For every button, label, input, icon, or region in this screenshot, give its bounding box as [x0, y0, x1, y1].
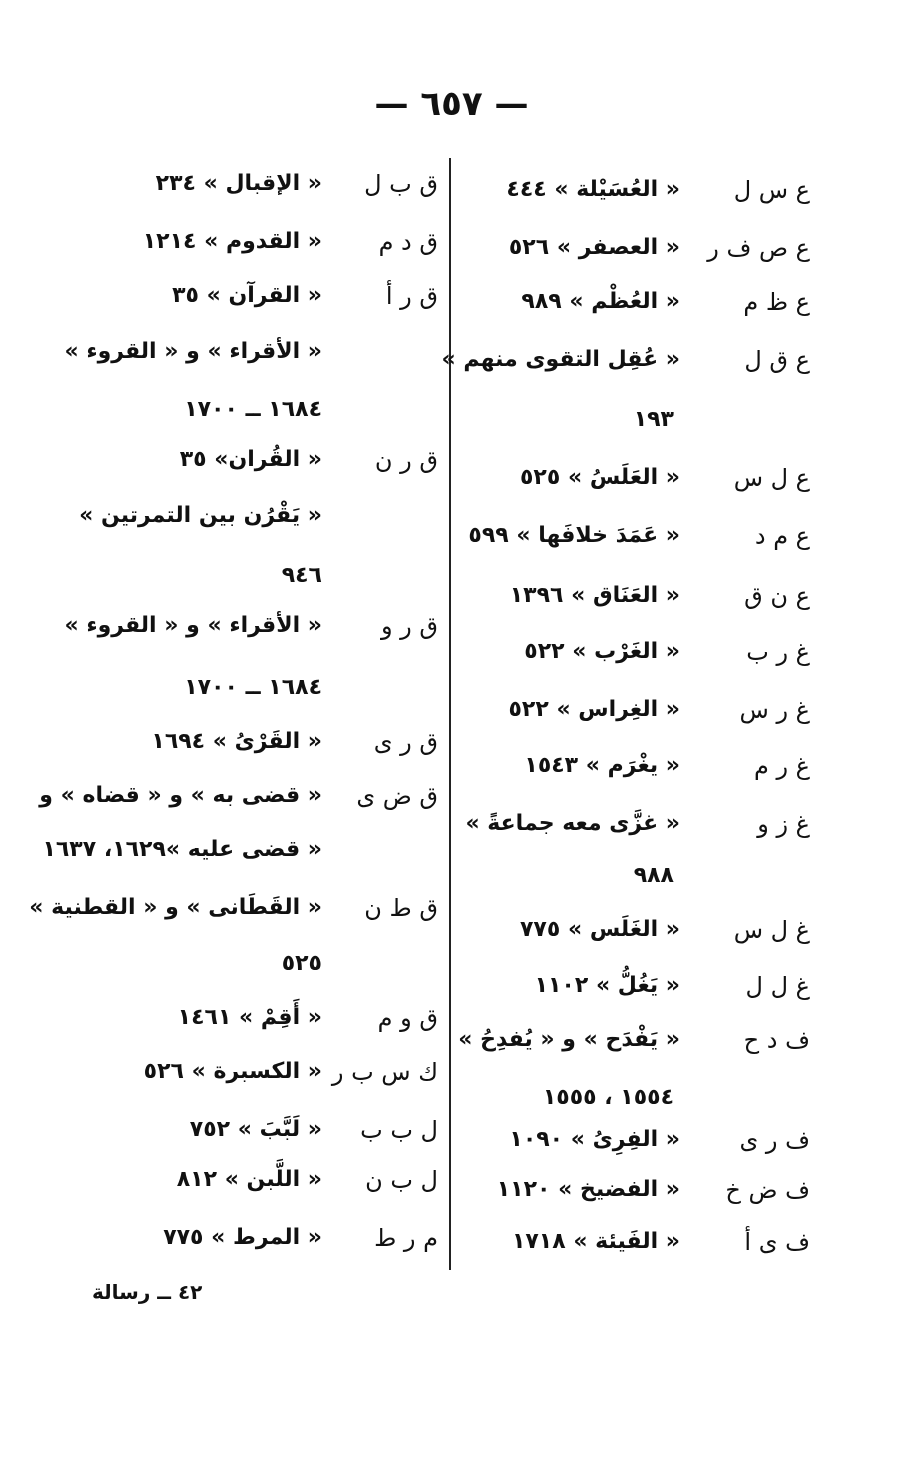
index-entry: [441, 340, 810, 380]
index-entry: [92, 222, 438, 262]
entry-continuation: ١٥٥٤ ، ١٥٥٥: [542, 1085, 674, 1110]
entry-text: « العَلَسُ » ٥٢٥: [520, 465, 680, 490]
entry-root: ف د ح: [743, 1026, 810, 1054]
entry-root: م ر ط: [374, 1224, 438, 1252]
index-entry: [458, 690, 810, 730]
entry-root: ق ر ن: [374, 446, 438, 474]
entry-continuation: ١٦٨٤ ــ ١٧٠٠: [184, 675, 322, 700]
index-entry: [458, 458, 810, 498]
entry-root: غ ر م: [753, 752, 810, 780]
entry-text: « عُقِل التقوى منهم »: [441, 347, 680, 372]
index-entry: [92, 722, 438, 762]
index-entry: [458, 746, 810, 786]
entry-text: « القدوم » ١٢١٤: [142, 229, 322, 254]
index-entry: [92, 1160, 438, 1200]
index-entry: [458, 632, 810, 672]
index-entry: [458, 910, 810, 950]
entry-root: ل ب ب: [360, 1116, 438, 1144]
entry-continuation: « الأقراء » و « القروء »: [64, 339, 322, 364]
index-entry: [458, 282, 810, 322]
entry-root: غ ل س: [733, 916, 810, 944]
entry-text: « غزَّى معه جماعةً »: [465, 811, 680, 836]
left-column: [29, 0, 438, 1300]
index-entry: [458, 1020, 810, 1060]
index-entry: [458, 1222, 810, 1262]
entry-text: « الفضيخ » ١١٢٠: [496, 1177, 680, 1202]
entry-root: ق ر ى: [373, 728, 438, 756]
index-entry: [458, 856, 810, 896]
entry-text: « يَفْدَح » و « يُفدِحُ »: [458, 1027, 680, 1052]
page-number: — ٦٥٧ —: [374, 84, 529, 124]
entry-root: ق ط ن: [364, 894, 438, 922]
entry-root: ق د م: [378, 228, 438, 256]
index-entry: [458, 576, 810, 616]
index-entry: [458, 966, 810, 1006]
index-entry: [458, 804, 810, 844]
entry-root: ل ب ن: [365, 1166, 438, 1194]
index-entry: [458, 1170, 810, 1210]
entry-continuation: ٥٢٥: [281, 951, 322, 976]
entry-text: « القَطَانى » و « القطنية »: [29, 895, 322, 920]
entry-root: ع س ل: [733, 176, 810, 204]
entry-continuation: ١٩٣: [633, 407, 674, 432]
entry-root: ك س ب ر: [331, 1058, 438, 1086]
entry-text: « العُسَيْلة » ٤٤٤: [506, 177, 680, 202]
index-entry: [458, 170, 810, 210]
entry-text: « الفَيئة » ١٧١٨: [511, 1229, 680, 1254]
index-entry: [458, 228, 810, 268]
entry-continuation: « يَقْرُن بين التمرتين »: [79, 503, 322, 528]
index-entry: [92, 998, 438, 1038]
entry-text: « أَقِمْ » ١٤٦١: [177, 1005, 322, 1030]
index-entry: [458, 1120, 810, 1160]
index-entry: [92, 1218, 438, 1258]
entry-text: « الإقبال » ٢٣٤: [155, 171, 322, 196]
entry-text: « الأقراء » و « القروء »: [64, 613, 322, 638]
entry-root: غ ر ب: [746, 638, 810, 666]
entry-root: ع م د: [754, 522, 810, 550]
entry-root: ع ص ف ر: [707, 234, 810, 262]
entry-text: « الفِرِىُ » ١٠٩٠: [509, 1127, 680, 1152]
entry-text: « العصفر » ٥٢٦: [508, 235, 680, 260]
entry-text: « المرط » ٧٧٥: [163, 1225, 322, 1250]
index-entry: [29, 888, 438, 928]
entry-text: « الغَرْب » ٥٢٢: [524, 639, 680, 664]
index-entry: [64, 606, 438, 646]
entry-root: غ ل ل: [745, 972, 810, 1000]
entry-root: غ ز و: [757, 810, 810, 838]
entry-text: « يغْرَم » ١٥٤٣: [524, 753, 680, 778]
entry-root: غ ر س: [739, 696, 810, 724]
entry-root: ع ل س: [733, 464, 810, 492]
entry-text: « الغِراس » ٥٢٢: [508, 697, 680, 722]
entry-root: ق ر و: [380, 612, 438, 640]
column-divider: [449, 158, 451, 1270]
entry-continuation: ٩٨٨: [633, 863, 674, 888]
index-entry: [39, 776, 438, 816]
entry-root: ق ب ل: [364, 170, 438, 198]
entry-text: « القرآن » ٣٥: [172, 283, 322, 308]
page-footer: ٤٢ ــ رسالة: [92, 1280, 203, 1304]
entry-text: « العَنَاق » ١٣٩٦: [509, 583, 680, 608]
index-entry: [64, 332, 438, 372]
entry-root: ع ن ق: [744, 582, 810, 610]
entry-root: ف ض خ: [725, 1176, 810, 1204]
index-entry: [92, 440, 438, 480]
index-entry: [92, 1052, 438, 1092]
index-entry: [458, 1078, 810, 1118]
entry-continuation: ٩٤٦: [281, 563, 322, 588]
index-entry: [79, 496, 438, 536]
entry-text: « الغَلَس » ٧٧٥: [520, 917, 680, 942]
entry-root: ع ظ م: [743, 288, 810, 316]
index-entry: [92, 276, 438, 316]
entry-text: « القَرْىُ » ١٦٩٤: [151, 729, 322, 754]
entry-text: « القُران» ٣٥: [179, 447, 322, 472]
entry-root: ف ى أ: [744, 1228, 810, 1256]
entry-root: ق و م: [377, 1004, 438, 1032]
entry-root: ع ق ل: [744, 346, 810, 374]
index-entry: [92, 944, 438, 984]
index-entry: [92, 390, 438, 430]
entry-root: ق ر أ: [385, 282, 438, 310]
entry-text: « لَبَّبَ » ٧٥٢: [189, 1117, 322, 1142]
index-entry: [42, 830, 438, 870]
entry-root: ق ض ى: [356, 782, 438, 810]
index-entry: [458, 516, 810, 556]
entry-text: « الكسبرة » ٥٢٦: [143, 1059, 322, 1084]
entry-text: « عَمَدَ خلافَها » ٥٩٩: [468, 523, 680, 548]
index-entry: [458, 400, 810, 440]
entry-text: « العُظْم » ٩٨٩: [521, 289, 680, 314]
entry-text: « قضى به » و « قضاه » و: [39, 783, 322, 808]
entry-continuation: ١٦٨٤ ــ ١٧٠٠: [184, 397, 322, 422]
index-entry: [92, 668, 438, 708]
index-entry: [92, 556, 438, 596]
index-entry: [92, 1110, 438, 1150]
entry-text: « اللَّبن » ٨١٢: [176, 1167, 322, 1192]
entry-text: « يَغُلُّ » ١١٠٢: [534, 973, 680, 998]
entry-root: ف ر ى: [739, 1126, 810, 1154]
entry-continuation: « قضى عليه »١٦٢٩، ١٦٣٧: [42, 837, 322, 862]
index-entry: [92, 164, 438, 204]
